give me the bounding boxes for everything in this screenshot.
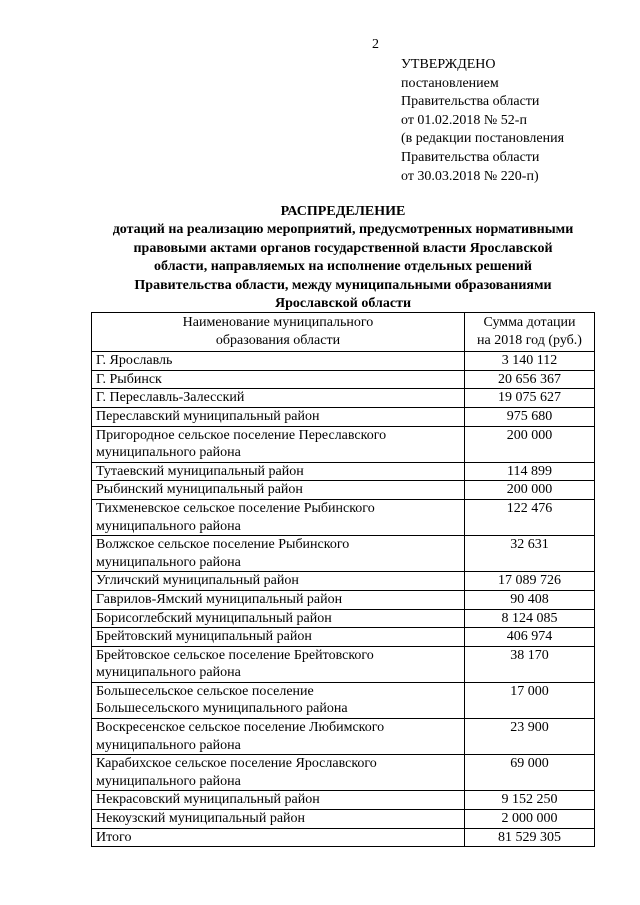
municipality-name: Г. Рыбинск xyxy=(96,371,162,387)
approval-line: Правительства области xyxy=(401,94,540,110)
municipality-name: Брейтовский муниципальный район xyxy=(96,629,312,645)
amount-cell: 2 000 000 xyxy=(465,810,595,829)
municipality-cell xyxy=(92,791,465,810)
municipality-cell xyxy=(92,481,465,500)
municipality-cell xyxy=(92,646,465,682)
approval-line: постановлением xyxy=(401,75,499,91)
municipality-cell xyxy=(92,682,465,718)
municipality-cell xyxy=(92,828,465,847)
table-row xyxy=(92,499,595,535)
approval-stamp xyxy=(401,56,564,186)
municipality-cell xyxy=(92,719,465,755)
municipality-name-continued: Большесельского муниципального района xyxy=(96,701,348,717)
municipality-name: Некоузский муниципальный район xyxy=(96,811,306,827)
amount-cell: 114 899 xyxy=(465,462,595,481)
header-municipality-line: Наименование муниципального xyxy=(182,315,374,330)
municipality-cell xyxy=(92,536,465,572)
table-row xyxy=(92,426,595,462)
approval-line: Правительства области xyxy=(401,149,540,165)
municipality-name: Угличский муниципальный район xyxy=(96,573,299,589)
page-number: 2 xyxy=(372,37,379,52)
amount-cell: 32 631 xyxy=(465,536,595,572)
amount-cell: 90 408 xyxy=(465,590,595,609)
document-title xyxy=(90,203,596,313)
municipality-name: Переславский муниципальный район xyxy=(96,408,320,424)
amount-cell: 200 000 xyxy=(465,426,595,462)
municipality-name: Карабихское сельское поселение Ярославского xyxy=(96,756,377,772)
municipality-name: Гаврилов-Ямский муниципальный район xyxy=(96,591,343,607)
title-line: дотаций на реализацию мероприятий, предусмотренных нормативными xyxy=(112,222,574,238)
municipality-name-continued: муниципального района xyxy=(96,518,241,534)
municipality-name: Пригородное сельское поселение Переславского xyxy=(96,427,387,443)
municipality-name: Г. Ярославль xyxy=(96,353,173,369)
table-row xyxy=(92,462,595,481)
municipality-cell xyxy=(92,609,465,628)
municipality-name: Г. Переславль-Залесский xyxy=(96,390,245,406)
approval-line: от 01.02.2018 № 52-п xyxy=(401,112,527,128)
municipality-cell xyxy=(92,352,465,371)
municipality-cell xyxy=(92,810,465,829)
table-row xyxy=(92,481,595,500)
approval-line: от 30.03.2018 № 220-п) xyxy=(401,168,539,184)
table-row xyxy=(92,536,595,572)
amount-cell: 200 000 xyxy=(465,481,595,500)
table-row xyxy=(92,719,595,755)
amount-cell: 38 170 xyxy=(465,646,595,682)
table-row xyxy=(92,389,595,408)
table-row xyxy=(92,755,595,791)
municipality-name-continued: муниципального района xyxy=(96,737,241,753)
header-municipality xyxy=(92,313,465,352)
municipality-cell xyxy=(92,499,465,535)
municipality-cell xyxy=(92,462,465,481)
municipality-name: Тихменевское сельское поселение Рыбинского xyxy=(96,500,375,516)
table-row xyxy=(92,810,595,829)
municipality-name: Борисоглебский муниципальный район xyxy=(96,610,332,626)
table-row xyxy=(92,646,595,682)
municipality-name: Итого xyxy=(96,829,132,845)
table-row xyxy=(92,609,595,628)
header-amount xyxy=(465,313,595,352)
municipality-cell xyxy=(92,590,465,609)
table-header-row xyxy=(92,313,595,352)
amount-cell: 69 000 xyxy=(465,755,595,791)
amount-cell: 3 140 112 xyxy=(465,352,595,371)
amount-cell: 23 900 xyxy=(465,719,595,755)
amount-cell: 8 124 085 xyxy=(465,609,595,628)
header-amount-line: на 2018 год (руб.) xyxy=(477,332,582,348)
table-row xyxy=(92,828,595,847)
title-line: Ярославской области xyxy=(274,296,412,312)
municipality-cell xyxy=(92,370,465,389)
municipality-name: Волжское сельское поселение Рыбинского xyxy=(96,537,350,553)
municipality-name: Брейтовское сельское поселение Брейтовского xyxy=(96,647,374,663)
amount-cell: 406 974 xyxy=(465,628,595,647)
table-row xyxy=(92,407,595,426)
municipality-name: Воскресенское сельское поселение Любимского xyxy=(96,720,385,736)
amount-cell: 975 680 xyxy=(465,407,595,426)
table-row xyxy=(92,590,595,609)
amount-cell: 81 529 305 xyxy=(465,828,595,847)
amount-cell: 9 152 250 xyxy=(465,791,595,810)
municipality-cell xyxy=(92,572,465,591)
header-municipality-line: образования области xyxy=(215,332,341,348)
title-line: правовыми актами органов государственной власти Ярославской xyxy=(133,240,553,256)
table-row xyxy=(92,791,595,810)
amount-cell: 20 656 367 xyxy=(465,370,595,389)
table-row xyxy=(92,628,595,647)
municipality-name-continued: муниципального района xyxy=(96,554,241,570)
table-row xyxy=(92,682,595,718)
municipality-cell xyxy=(92,426,465,462)
municipality-name: Некрасовский муниципальный район xyxy=(96,792,320,808)
title-line: области, направляемых на исполнение отдельных решений xyxy=(154,259,532,275)
municipality-name-continued: муниципального района xyxy=(96,773,241,789)
table-row xyxy=(92,352,595,371)
title-heading: РАСПРЕДЕЛЕНИЕ xyxy=(280,204,406,219)
municipality-cell xyxy=(92,407,465,426)
municipality-name-continued: муниципального района xyxy=(96,665,241,681)
title-line: Правительства области, между муниципальными образованиями xyxy=(134,277,552,293)
approval-line: (в редакции постановления xyxy=(401,131,565,147)
approval-line: УТВЕРЖДЕНО xyxy=(401,57,496,72)
amount-cell: 122 476 xyxy=(465,499,595,535)
table-row xyxy=(92,370,595,389)
municipality-cell xyxy=(92,755,465,791)
municipality-name: Тутаевский муниципальный район xyxy=(96,463,304,479)
amount-cell: 19 075 627 xyxy=(465,389,595,408)
amount-cell: 17 000 xyxy=(465,682,595,718)
municipality-name: Рыбинский муниципальный район xyxy=(96,482,303,498)
municipality-name: Большесельское сельское поселение xyxy=(96,683,314,699)
table-body xyxy=(92,352,595,847)
distribution-table xyxy=(91,312,595,847)
municipality-name-continued: муниципального района xyxy=(96,445,241,461)
amount-cell: 17 089 726 xyxy=(465,572,595,591)
header-amount-line: Сумма дотации xyxy=(483,315,576,330)
table-row xyxy=(92,572,595,591)
municipality-cell xyxy=(92,628,465,647)
municipality-cell xyxy=(92,389,465,408)
